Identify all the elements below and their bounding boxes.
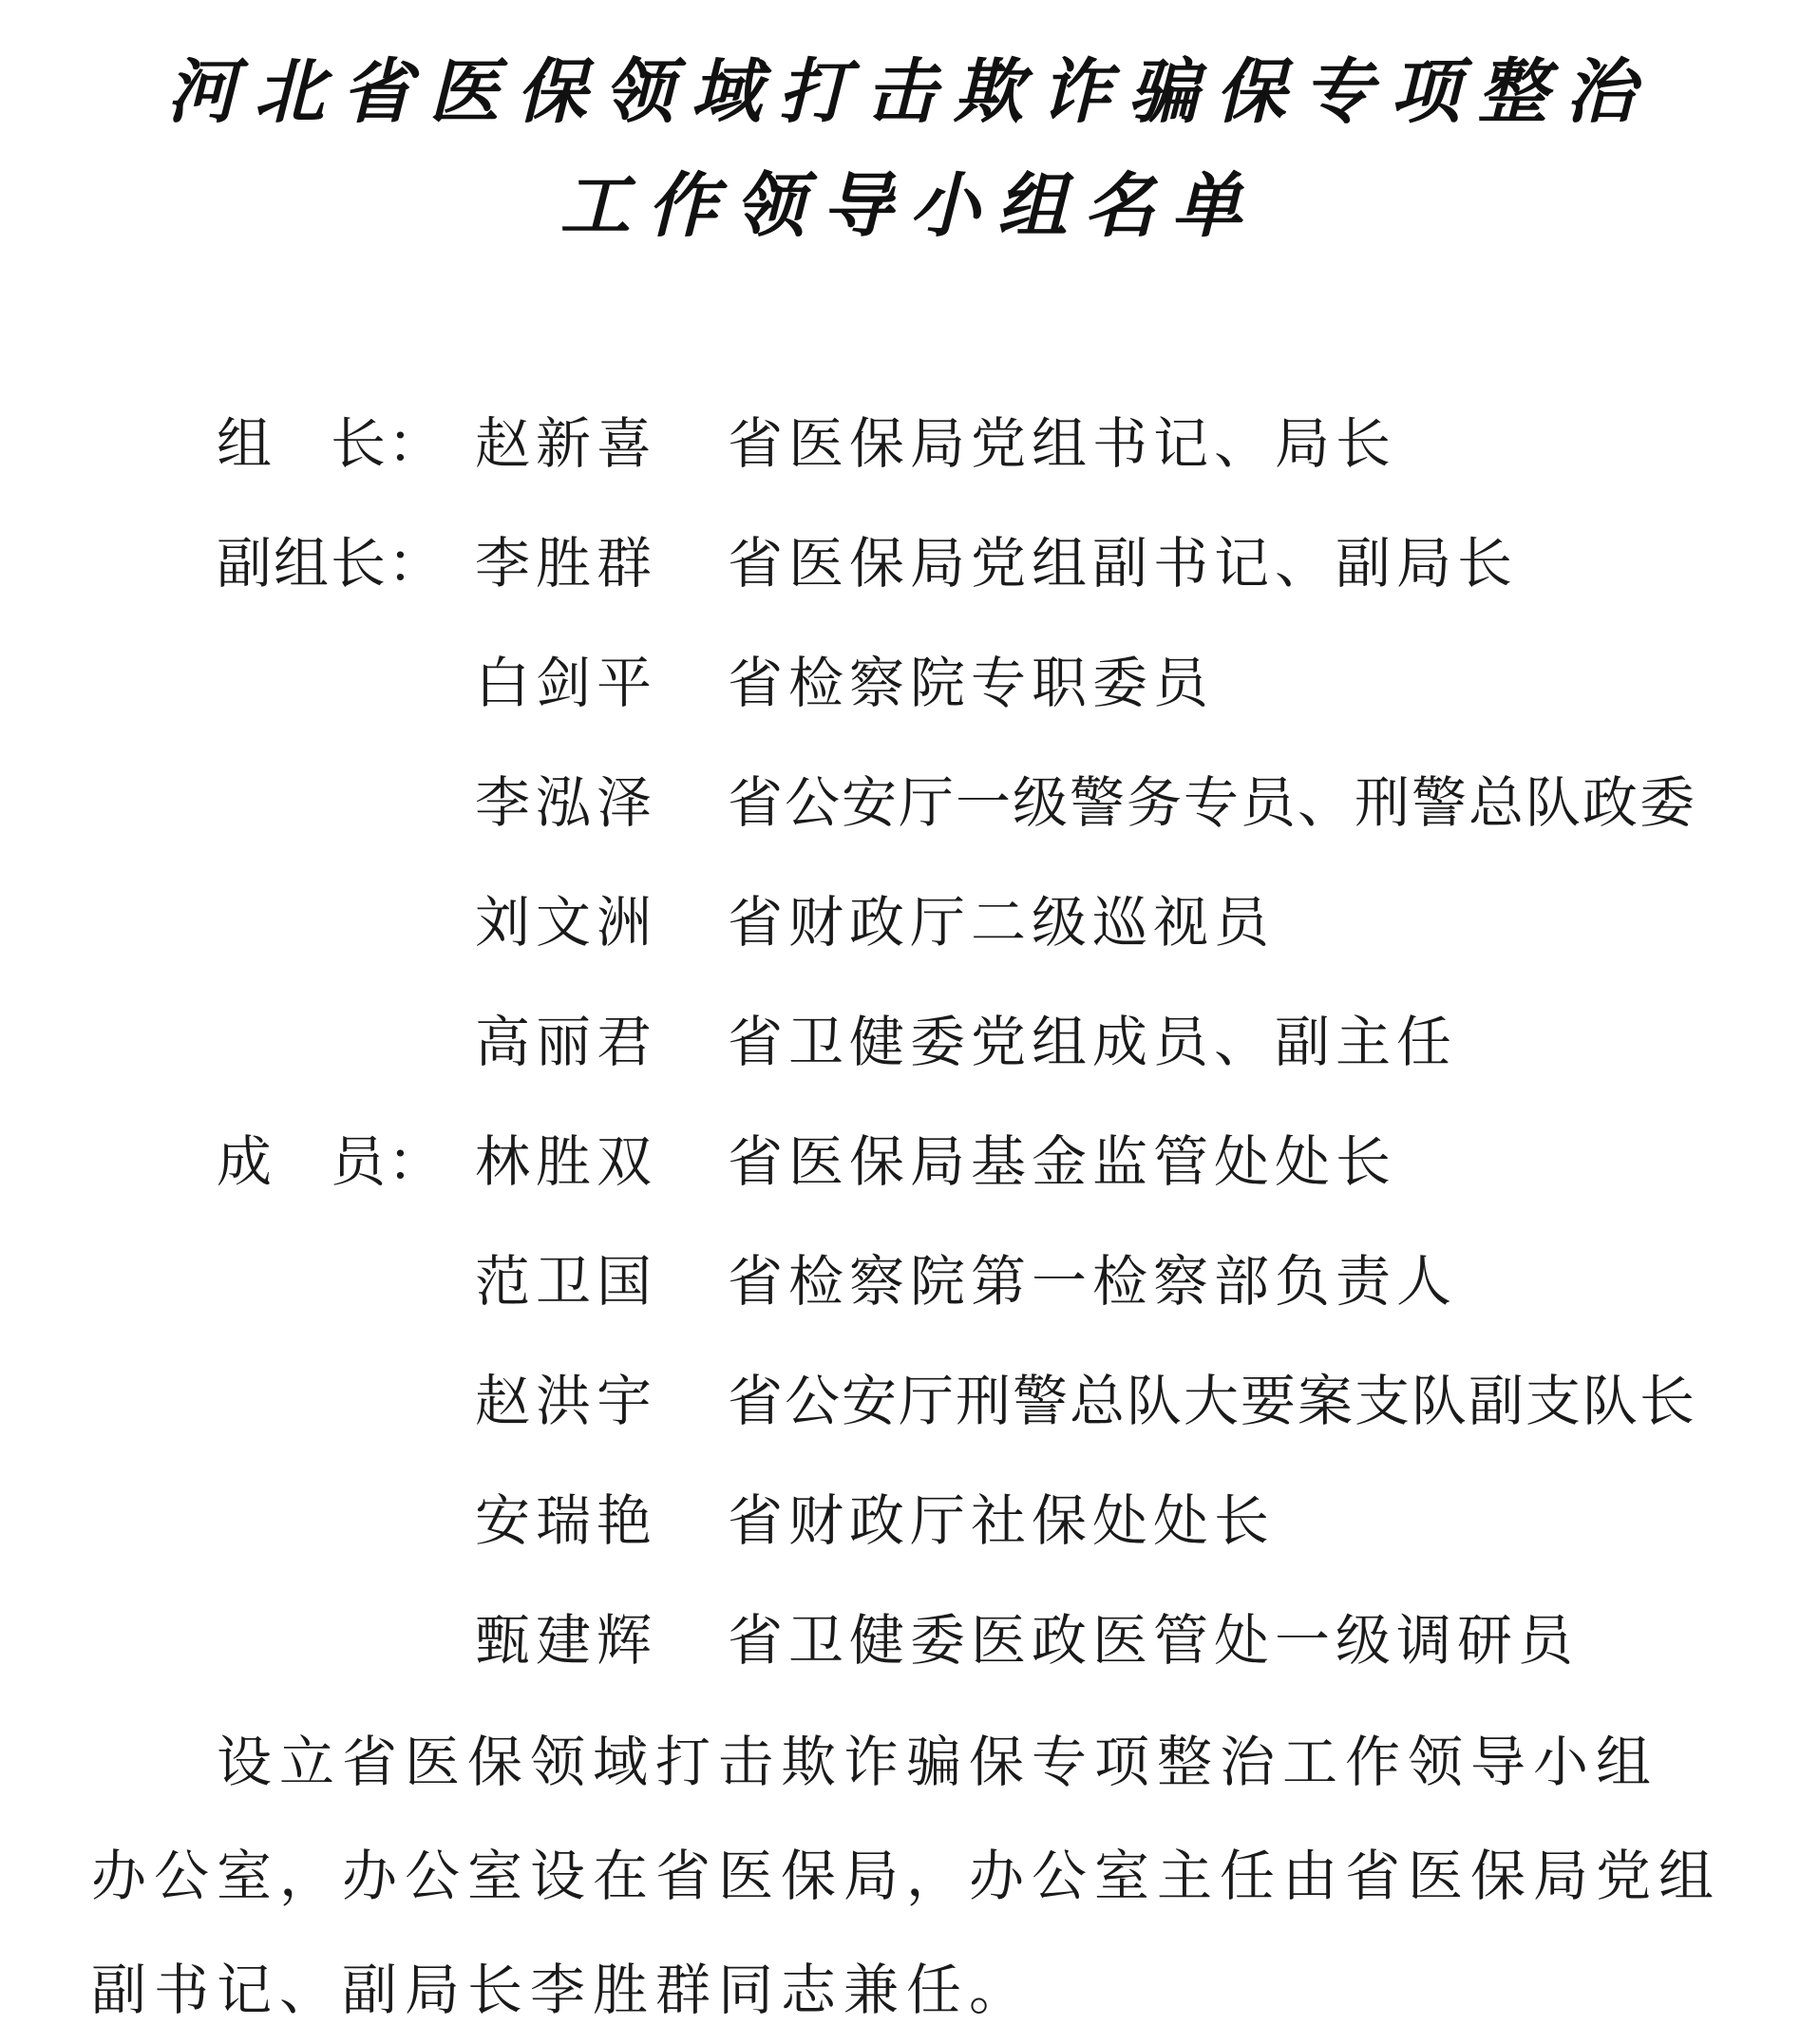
document-title-line-2: 工作领导小组名单 <box>559 165 1260 247</box>
roster-name: 李胜群 <box>475 531 658 596</box>
roster-row <box>0 1596 1819 1681</box>
roster-row <box>0 1117 1819 1202</box>
roster-name: 赵新喜 <box>475 411 658 476</box>
roster-position: 省财政厅二级巡视员 <box>728 890 1276 955</box>
roster-row <box>0 1237 1819 1322</box>
roster-row <box>0 1356 1819 1442</box>
roster-name: 安瑞艳 <box>475 1488 658 1553</box>
roster-row <box>0 638 1819 724</box>
roster-position: 省卫健委党组成员、副主任 <box>728 1010 1458 1074</box>
office-paragraph-line-3: 副书记、副局长李胜群同志兼任。 <box>91 1958 1033 2022</box>
roster-row <box>0 758 1819 843</box>
roster-role: 组 长： <box>217 411 445 476</box>
roster-name: 甄建辉 <box>475 1608 658 1673</box>
roster-name: 白剑平 <box>475 651 658 715</box>
roster-row <box>0 399 1819 484</box>
roster-row <box>0 1476 1819 1561</box>
roster-name: 高丽君 <box>475 1010 658 1074</box>
document-title-line-1: 河北省医保领域打击欺诈骗保专项整治 <box>166 51 1653 133</box>
roster-role: 副组长： <box>217 531 445 596</box>
roster-name: 李泓泽 <box>475 770 658 835</box>
roster-row <box>0 878 1819 963</box>
roster-position: 省医保局基金监管处处长 <box>728 1129 1397 1194</box>
roster-name: 刘文洲 <box>475 890 658 955</box>
roster-position: 省医保局党组书记、局长 <box>728 411 1397 476</box>
roster-name: 林胜双 <box>475 1129 658 1194</box>
roster-position: 省检察院专职委员 <box>728 651 1215 715</box>
roster-position: 省财政厅社保处处长 <box>728 1488 1276 1553</box>
roster-name: 范卫国 <box>475 1249 658 1314</box>
office-paragraph-line-2: 办公室，办公室设在省医保局，办公室主任由省医保局党组 <box>91 1844 1722 1908</box>
roster-position: 省检察院第一检察部负责人 <box>728 1249 1458 1314</box>
roster-position: 省医保局党组副书记、副局长 <box>728 531 1519 596</box>
roster-role: 成 员： <box>217 1129 445 1194</box>
roster-position: 省公安厅一级警务专员、刑警总队政委 <box>728 770 1697 835</box>
roster-name: 赵洪宇 <box>475 1369 658 1433</box>
roster-row <box>0 997 1819 1083</box>
office-paragraph-line-1: 设立省医保领域打击欺诈骗保专项整治工作领导小组 <box>217 1730 1659 1794</box>
roster-row <box>0 519 1819 604</box>
roster-position: 省公安厅刑警总队大要案支队副支队长 <box>728 1369 1697 1433</box>
roster-position: 省卫健委医政医管处一级调研员 <box>728 1608 1580 1673</box>
